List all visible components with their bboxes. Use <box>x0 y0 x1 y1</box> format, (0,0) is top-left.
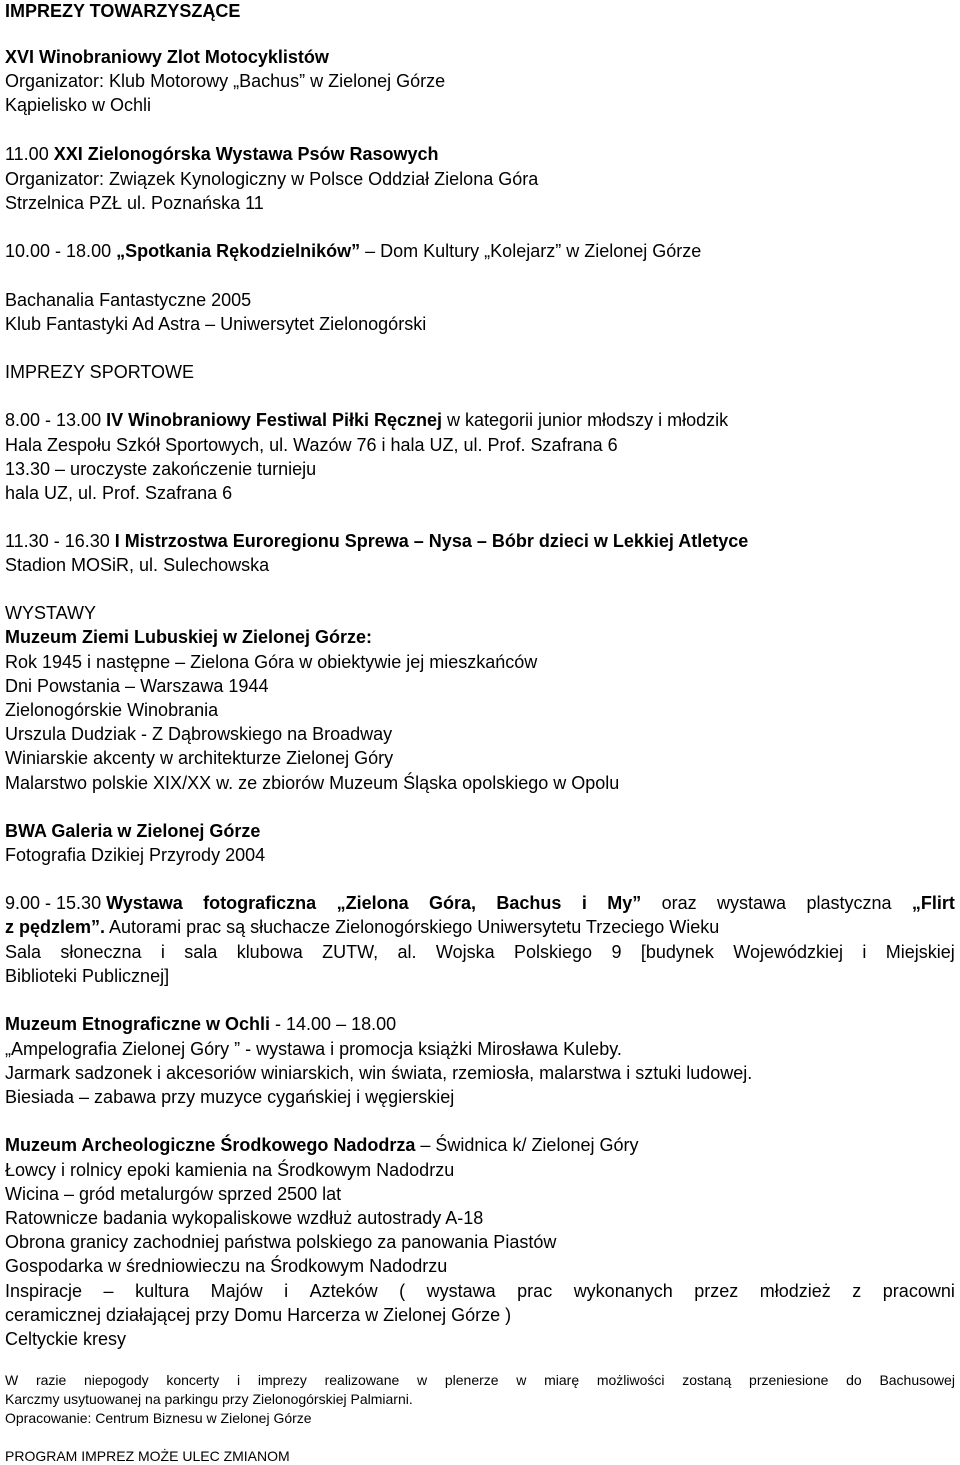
justified-word: niepogody <box>84 1372 149 1388</box>
gallery-title-bwa: BWA Galeria w Zielonej Górze <box>5 821 261 841</box>
event-title: „Spotkania Rękodzielników” <box>116 241 361 261</box>
justified-word: prac <box>517 1281 553 1301</box>
event-title: IV Winobraniowy Festiwal Piłki Ręcznej <box>106 410 442 430</box>
justified-word: wystawa <box>717 893 787 913</box>
justified-word: „Zielona <box>336 893 409 913</box>
justified-word: w <box>516 1372 527 1388</box>
justified-word: plenerze <box>444 1372 499 1388</box>
justified-word: wystawa <box>426 1281 496 1301</box>
event-title: I Mistrzostwa Euroregionu Sprewa – Nysa – Bóbr dzieci w Lekkiej Atletyce <box>114 531 749 551</box>
weather-note-line-1 <box>5 1372 955 1389</box>
exhibition-item: Fotografia Dzikiej Przyrody 2004 <box>5 845 266 865</box>
justified-word: koncerty <box>166 1372 220 1388</box>
justified-word: My” <box>607 893 642 913</box>
event-title-end: z pędzlem”. <box>5 917 106 937</box>
justified-word: Wojewódzkiej <box>733 942 844 962</box>
event-organizer: Organizator: Związek Kynologiczny w Polsce Oddział Zielona Góra <box>5 169 539 189</box>
photo-exhibition-line-4: Biblioteki Publicznej] <box>5 966 170 986</box>
event-place: Stadion MOSiR, ul. Sulechowska <box>5 555 270 575</box>
justified-word: i <box>581 893 587 913</box>
exhibition-item: Jarmark sadzonek i akcesoriów winiarskich, win świata, rzemiosła, malarstwa i sztuki ludowej. <box>5 1063 753 1083</box>
event-place: Kąpielisko w Ochli <box>5 95 152 115</box>
justified-word: Inspiracje <box>5 1281 83 1301</box>
justified-word: imprezy <box>257 1372 307 1388</box>
museum-title: Muzeum Etnograficzne w Ochli <box>5 1014 271 1034</box>
exhibition-item: Wicina – gród metalurgów sprzed 2500 lat <box>5 1184 342 1204</box>
justified-word: W <box>5 1372 19 1388</box>
event-closing: 13.30 – uroczyste zakończenie turnieju <box>5 459 317 479</box>
justified-word: przeniesione <box>749 1372 829 1388</box>
section-heading-sport-events: IMPREZY SPORTOWE <box>5 362 195 382</box>
justified-word: fotograficzna <box>203 893 317 913</box>
event-dog-show <box>5 143 439 165</box>
photo-exhibition-line-2 <box>5 916 719 938</box>
event-place: Strzelnica PZŁ ul. Poznańska 11 <box>5 193 264 213</box>
exhibition-item: Dni Powstania – Warszawa 1944 <box>5 676 269 696</box>
justified-word: do <box>846 1372 862 1388</box>
exhibition-item: Ratownicze badania wykopaliskowe wzdłuż autostrady A-18 <box>5 1208 484 1228</box>
event-detail: – Dom Kultury „Kolejarz” w Zielonej Górze <box>360 241 702 261</box>
justified-word: al. <box>397 942 417 962</box>
event-time: 11.30 - 16.30 <box>5 531 115 551</box>
justified-word: możliwości <box>596 1372 665 1388</box>
exhibition-item: Malarstwo polskie XIX/XX w. ze zbiorów Muzeum Śląska opolskiego w Opolu <box>5 773 620 793</box>
justified-word: Góra, <box>428 893 476 913</box>
justified-word: Wojska <box>435 942 495 962</box>
justified-word: pracowni <box>882 1281 955 1301</box>
credit-line: Opracowanie: Centrum Biznesu w Zielonej Górze <box>5 1410 312 1426</box>
section-heading-exhibitions: WYSTAWY <box>5 603 96 623</box>
justified-word: „Flirt <box>911 893 955 913</box>
justified-word: ZUTW, <box>322 942 379 962</box>
event-craftsmen <box>5 240 701 262</box>
justified-word: klubowa <box>236 942 303 962</box>
museum-archeo <box>5 1134 638 1156</box>
justified-word: ( <box>399 1281 406 1301</box>
justified-word: słoneczna <box>60 942 142 962</box>
exhibition-item: Zielonogórskie Winobrania <box>5 700 219 720</box>
justified-word: plastyczna <box>806 893 892 913</box>
museum-title: Muzeum Archeologiczne Środkowego Nadodrza <box>5 1135 416 1155</box>
event-detail: Autorami prac są słuchacze Zielonogórskiego Uniwersytetu Trzeciego Wieku <box>105 917 720 937</box>
exhibition-item: „Ampelografia Zielonej Góry ” - wystawa i promocja książki Mirosława Kuleby. <box>5 1039 622 1059</box>
justified-word: młodzież <box>759 1281 831 1301</box>
event-detail: w kategorii junior młodszy i młodzik <box>442 410 729 430</box>
justified-word: i <box>237 1372 241 1388</box>
event-time: 11.00 <box>5 144 54 164</box>
section-heading-companion-events: IMPREZY TOWARZYSZĄCE <box>5 1 241 21</box>
justified-word: sala <box>184 942 218 962</box>
justified-word: przez <box>694 1281 739 1301</box>
justified-word: 9 <box>611 942 622 962</box>
weather-note-line-2: Karczmy usytuowanej na parkingu przy Zielonogórskiej Palmiarni. <box>5 1391 413 1407</box>
exhibition-item: Urszula Dudziak - Z Dąbrowskiego na Broadway <box>5 724 393 744</box>
justified-word: Bachus <box>496 893 562 913</box>
justified-word: i <box>284 1281 289 1301</box>
justified-word: Azteków <box>309 1281 378 1301</box>
event-place: Hala Zespołu Szkół Sportowych, ul. Wazów 76 i hala UZ, ul. Prof. Szafrana 6 <box>5 435 618 455</box>
event-athletics <box>5 530 748 552</box>
museum-location: – Świdnica k/ Zielonej Góry <box>415 1135 639 1155</box>
exhibition-item: Biesiada – zabawa przy muzyce cygańskiej i węgierskiej <box>5 1087 455 1107</box>
exhibition-item: Łowcy i rolnicy epoki kamienia na Środkowym Nadodrzu <box>5 1160 455 1180</box>
photo-exhibition-line-1 <box>5 892 955 914</box>
justified-word: Bachusowej <box>879 1372 955 1388</box>
event-time: 10.00 - 18.00 <box>5 241 117 261</box>
justified-word: zostaną <box>682 1372 732 1388</box>
event-organizer: Klub Fantastyki Ad Astra – Uniwersytet Zielonogórski <box>5 314 427 334</box>
exhibition-item: Rok 1945 i następne – Zielona Góra w obiektywie jej mieszkańców <box>5 652 538 672</box>
exhibition-item: Celtyckie kresy <box>5 1329 127 1349</box>
photo-exhibition-line-3 <box>5 941 955 963</box>
exhibition-item: Obrona granicy zachodniej państwa polskiego za panowania Piastów <box>5 1232 557 1252</box>
museum-title-lubuskie: Muzeum Ziemi Lubuskiej w Zielonej Górze: <box>5 627 373 647</box>
justified-word: oraz <box>661 893 697 913</box>
program-change-warning: PROGRAM IMPREZ MOŻE ULEC ZMIANOM <box>5 1448 290 1464</box>
museum-hours: - 14.00 – 18.00 <box>270 1014 397 1034</box>
event-time: 8.00 - 13.00 <box>5 410 107 430</box>
justified-word: Polskiego <box>514 942 593 962</box>
justified-word: kultura <box>135 1281 190 1301</box>
event-place: hala UZ, ul. Prof. Szafrana 6 <box>5 483 233 503</box>
justified-word: Majów <box>210 1281 263 1301</box>
justified-word: i <box>160 942 165 962</box>
event-handball <box>5 409 728 431</box>
justified-word: Sala <box>5 942 42 962</box>
event-title: XXI Zielonogórska Wystawa Psów Rasowych <box>53 144 439 164</box>
justified-word: z <box>852 1281 862 1301</box>
justified-word: razie <box>35 1372 67 1388</box>
justified-word: i <box>862 942 867 962</box>
justified-word: wykonanych <box>573 1281 673 1301</box>
museum-ethno <box>5 1013 396 1035</box>
event-title-moto-rally: XVI Winobraniowy Zlot Motocyklistów <box>5 47 329 67</box>
exhibition-item: Winiarskie akcenty w architekturze Zielonej Góry <box>5 748 394 768</box>
event-time: 9.00 - 15.30 Wystawa <box>5 893 183 913</box>
exhibition-item: Gospodarka w średniowieczu na Środkowym Nadodrzu <box>5 1256 448 1276</box>
event-title-bachanalia: Bachanalia Fantastyczne 2005 <box>5 290 252 310</box>
justified-word: [budynek <box>640 942 714 962</box>
justified-word: – <box>103 1281 114 1301</box>
justified-word: miarę <box>544 1372 580 1388</box>
exhibition-item-continued: ceramicznej działającej przy Domu Harcerza w Zielonej Górze ) <box>5 1305 512 1325</box>
event-organizer: Organizator: Klub Motorowy „Bachus” w Zielonej Górze <box>5 71 446 91</box>
justified-word: w <box>417 1372 428 1388</box>
justified-word: Miejskiej <box>885 942 955 962</box>
justified-word: realizowane <box>324 1372 400 1388</box>
exhibition-item-inspiracje <box>5 1280 955 1302</box>
